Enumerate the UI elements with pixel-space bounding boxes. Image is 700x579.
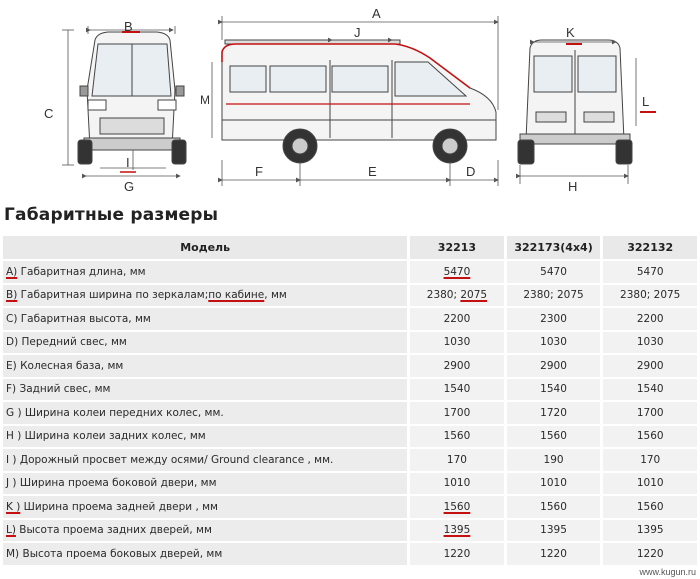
value-322173: 2900 <box>507 355 601 379</box>
dim-label-C: C <box>44 106 54 121</box>
row-label: Ширина проема боковой двери, мм <box>16 477 217 490</box>
row-label: Дорожный просвет между осями/ Ground clearance , мм. <box>16 453 334 466</box>
row-letter: K ) <box>6 500 21 513</box>
header-model: Модель <box>3 236 407 261</box>
value-322132: 5470 <box>603 261 697 285</box>
value-322173: 1540 <box>507 379 601 403</box>
value-322132: 1010 <box>603 473 697 497</box>
dim-label-A: A <box>372 6 381 21</box>
row-label: Высота проема боковых дверей, мм <box>19 547 223 560</box>
value-322132: 1395 <box>603 520 697 544</box>
row-label-extra: по кабине <box>208 289 265 302</box>
row-letter: J ) <box>6 477 17 490</box>
table-row <box>3 355 697 379</box>
row-label: Ширина колеи передних колес, мм. <box>21 406 224 419</box>
row-letter: D) <box>6 336 19 349</box>
value-322173: 1560 <box>507 426 601 450</box>
row-letter: L) <box>6 524 16 537</box>
value-322173: 1030 <box>507 332 601 356</box>
row-label-tail: , мм <box>264 289 287 302</box>
value-322173: 1220 <box>507 543 601 567</box>
value-32213: 1010 <box>410 473 503 497</box>
value-322132: 2900 <box>603 355 697 379</box>
row-letter: F) <box>6 383 17 396</box>
value-322173: 2380; 2075 <box>507 285 601 309</box>
table-row <box>3 496 697 520</box>
row-letter: A) <box>6 265 18 278</box>
row-label: Ширина колеи задних колес, мм <box>21 430 206 443</box>
dim-label-B: B <box>124 19 133 34</box>
dim-label-G: G <box>124 179 135 194</box>
table-header-row <box>3 236 697 261</box>
value-322132: 2200 <box>603 308 697 332</box>
table-row <box>3 308 697 332</box>
header-32213: 32213 <box>410 236 503 261</box>
table-row <box>3 402 697 426</box>
row-letter: M) <box>6 547 20 560</box>
value-322173: 1560 <box>507 496 601 520</box>
dim-label-H: H <box>568 179 578 194</box>
row-letter: B) <box>6 289 18 302</box>
value-322132: 1700 <box>603 402 697 426</box>
table-row <box>3 473 697 497</box>
value-322132: 1560 <box>603 426 697 450</box>
value-322132: 1030 <box>603 332 697 356</box>
value-322173: 1720 <box>507 402 601 426</box>
row-label: Передний свес, мм <box>18 336 127 349</box>
value-32213-b: 2075 <box>460 289 488 302</box>
header-322132: 322132 <box>603 236 697 261</box>
row-letter: C) <box>6 312 18 325</box>
row-letter: G ) <box>6 406 22 419</box>
value-322173: 1010 <box>507 473 601 497</box>
row-letter: H ) <box>6 430 22 443</box>
side-view <box>222 40 496 163</box>
value-32213: 1395 <box>443 524 471 537</box>
row-label: Колесная база, мм <box>16 359 124 372</box>
rear-view <box>518 40 632 164</box>
dim-label-L: L <box>642 94 650 109</box>
row-letter: I ) <box>6 453 17 466</box>
page-title: Габаритные размеры <box>4 205 219 225</box>
dim-label-J: J <box>354 25 361 40</box>
dim-label-E: E <box>368 164 377 179</box>
table-row <box>3 379 697 403</box>
dimensions-table <box>3 236 697 567</box>
site-watermark: www.kugun.ru <box>639 567 696 577</box>
value-322173: 2300 <box>507 308 601 332</box>
value-32213: 1030 <box>410 332 503 356</box>
table-row <box>3 449 697 473</box>
row-label: Задний свес, мм <box>16 383 111 396</box>
value-322132: 1220 <box>603 543 697 567</box>
value-32213: 2200 <box>410 308 503 332</box>
row-label: Габаритная высота, мм <box>17 312 151 325</box>
table-row <box>3 285 697 309</box>
value-322173: 1395 <box>507 520 601 544</box>
value-32213: 1560 <box>410 426 503 450</box>
row-label: Высота проема задних дверей, мм <box>15 524 212 537</box>
vehicle-dimension-diagram <box>0 0 700 200</box>
value-322132: 2380; 2075 <box>603 285 697 309</box>
dim-label-K: K <box>566 25 575 40</box>
value-32213: 1700 <box>410 402 503 426</box>
row-label: Габаритная ширина по зеркалам; <box>17 289 209 302</box>
dim-label-M: M <box>200 93 210 107</box>
dim-label-F: F <box>255 164 263 179</box>
table-row <box>3 543 697 567</box>
value-322132: 170 <box>603 449 697 473</box>
value-32213: 1220 <box>410 543 503 567</box>
table-row <box>3 520 697 544</box>
value-32213: 2900 <box>410 355 503 379</box>
dim-label-D: D <box>466 164 476 179</box>
value-322132: 1540 <box>603 379 697 403</box>
header-322173: 322173(4x4) <box>507 236 601 261</box>
dim-label-I: I <box>126 155 130 170</box>
table-row <box>3 426 697 450</box>
row-letter: E) <box>6 359 17 372</box>
value-32213: 1540 <box>410 379 503 403</box>
value-32213: 1560 <box>443 500 471 513</box>
table-row <box>3 261 697 285</box>
value-322132: 1560 <box>603 496 697 520</box>
value-322173: 5470 <box>507 261 601 285</box>
row-label: Ширина проема задней двери , мм <box>20 500 218 513</box>
value-32213: 5470 <box>443 265 471 278</box>
value-32213-a: 2380; <box>426 289 461 302</box>
value-322173: 190 <box>507 449 601 473</box>
table-row <box>3 332 697 356</box>
row-label: Габаритная длина, мм <box>17 265 146 278</box>
front-view <box>78 32 186 164</box>
value-32213: 170 <box>410 449 503 473</box>
